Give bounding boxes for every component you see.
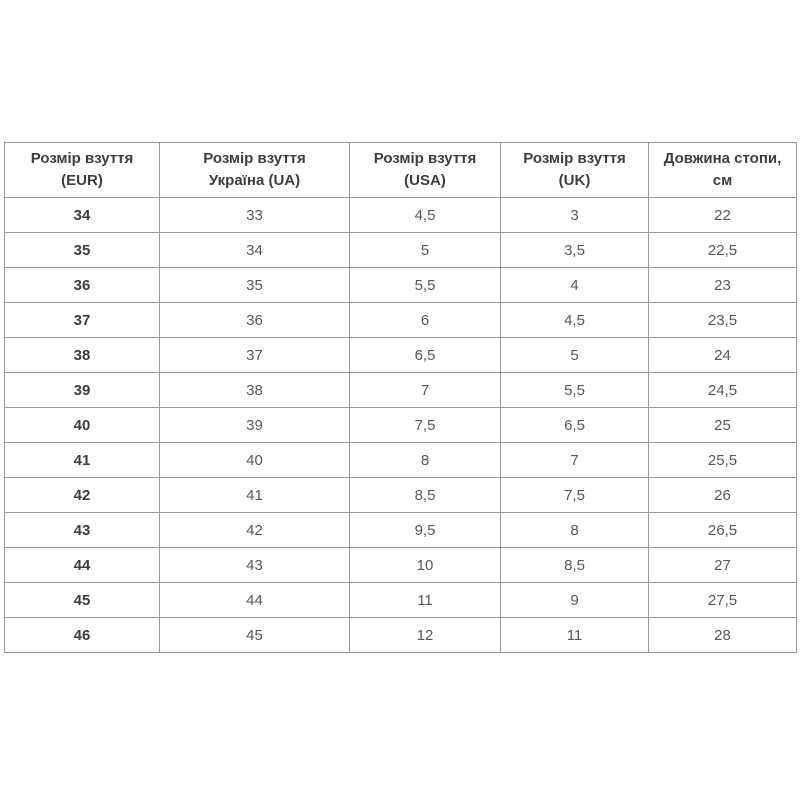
cell-usa: 6,5 <box>350 338 501 373</box>
cell-eur: 39 <box>5 373 160 408</box>
cell-usa: 8,5 <box>350 478 501 513</box>
cell-uk: 4,5 <box>501 303 649 338</box>
cell-ua: 39 <box>160 408 350 443</box>
header-line2: (USA) <box>404 172 446 189</box>
header-line1: Довжина стопи, <box>663 150 782 168</box>
cell-ua: 35 <box>160 268 350 303</box>
cell-eur: 34 <box>5 198 160 233</box>
column-header-usa <box>350 143 501 198</box>
cell-usa: 10 <box>350 548 501 583</box>
cell-uk: 9 <box>501 583 649 618</box>
cell-ua: 37 <box>160 338 350 373</box>
table-row <box>5 443 797 478</box>
cell-length: 28 <box>649 618 797 653</box>
cell-usa: 11 <box>350 583 501 618</box>
table-row <box>5 373 797 408</box>
cell-usa: 8 <box>350 443 501 478</box>
cell-uk: 5,5 <box>501 373 649 408</box>
header-line2: см <box>712 172 733 189</box>
cell-usa: 9,5 <box>350 513 501 548</box>
table-row <box>5 478 797 513</box>
cell-uk: 7,5 <box>501 478 649 513</box>
cell-eur: 43 <box>5 513 160 548</box>
table-row <box>5 198 797 233</box>
column-header-eur <box>5 143 160 198</box>
cell-eur: 42 <box>5 478 160 513</box>
cell-eur: 46 <box>5 618 160 653</box>
column-header-ua <box>160 143 350 198</box>
cell-usa: 12 <box>350 618 501 653</box>
cell-length: 25 <box>649 408 797 443</box>
column-header-length <box>649 143 797 198</box>
table-row <box>5 548 797 583</box>
cell-ua: 38 <box>160 373 350 408</box>
cell-length: 23 <box>649 268 797 303</box>
cell-uk: 4 <box>501 268 649 303</box>
table-row <box>5 618 797 653</box>
cell-ua: 36 <box>160 303 350 338</box>
cell-length: 24,5 <box>649 373 797 408</box>
cell-length: 22,5 <box>649 233 797 268</box>
table-body <box>5 198 797 653</box>
cell-uk: 11 <box>501 618 649 653</box>
cell-length: 27,5 <box>649 583 797 618</box>
cell-usa: 5 <box>350 233 501 268</box>
cell-eur: 38 <box>5 338 160 373</box>
table-row <box>5 233 797 268</box>
cell-eur: 44 <box>5 548 160 583</box>
table-row <box>5 513 797 548</box>
cell-uk: 6,5 <box>501 408 649 443</box>
column-header-uk <box>501 143 649 198</box>
cell-uk: 3,5 <box>501 233 649 268</box>
cell-eur: 36 <box>5 268 160 303</box>
table-row <box>5 303 797 338</box>
cell-ua: 33 <box>160 198 350 233</box>
cell-ua: 40 <box>160 443 350 478</box>
cell-ua: 43 <box>160 548 350 583</box>
cell-usa: 7,5 <box>350 408 501 443</box>
header-line2: (UK) <box>558 172 591 189</box>
cell-ua: 44 <box>160 583 350 618</box>
cell-eur: 41 <box>5 443 160 478</box>
cell-ua: 34 <box>160 233 350 268</box>
table-row <box>5 338 797 373</box>
header-line1: Розмір взуття <box>203 150 306 168</box>
cell-eur: 37 <box>5 303 160 338</box>
cell-uk: 8,5 <box>501 548 649 583</box>
cell-usa: 7 <box>350 373 501 408</box>
cell-length: 24 <box>649 338 797 373</box>
table-row <box>5 583 797 618</box>
cell-uk: 5 <box>501 338 649 373</box>
cell-uk: 7 <box>501 443 649 478</box>
table-row <box>5 268 797 303</box>
cell-eur: 35 <box>5 233 160 268</box>
cell-eur: 45 <box>5 583 160 618</box>
shoe-size-conversion-table <box>4 142 797 653</box>
cell-ua: 41 <box>160 478 350 513</box>
header-line1: Розмір взуття <box>523 150 626 168</box>
cell-length: 25,5 <box>649 443 797 478</box>
header-line2: Україна (UA) <box>208 172 301 189</box>
cell-length: 27 <box>649 548 797 583</box>
cell-ua: 45 <box>160 618 350 653</box>
cell-uk: 8 <box>501 513 649 548</box>
header-line2: (EUR) <box>61 172 103 189</box>
cell-eur: 40 <box>5 408 160 443</box>
cell-usa: 6 <box>350 303 501 338</box>
table-header-row <box>5 143 797 198</box>
cell-usa: 5,5 <box>350 268 501 303</box>
cell-uk: 3 <box>501 198 649 233</box>
header-line1: Розмір взуття <box>30 150 134 168</box>
cell-length: 26,5 <box>649 513 797 548</box>
table-row <box>5 408 797 443</box>
cell-length: 22 <box>649 198 797 233</box>
cell-ua: 42 <box>160 513 350 548</box>
cell-usa: 4,5 <box>350 198 501 233</box>
header-line1: Розмір взуття <box>373 150 477 168</box>
cell-length: 26 <box>649 478 797 513</box>
cell-length: 23,5 <box>649 303 797 338</box>
